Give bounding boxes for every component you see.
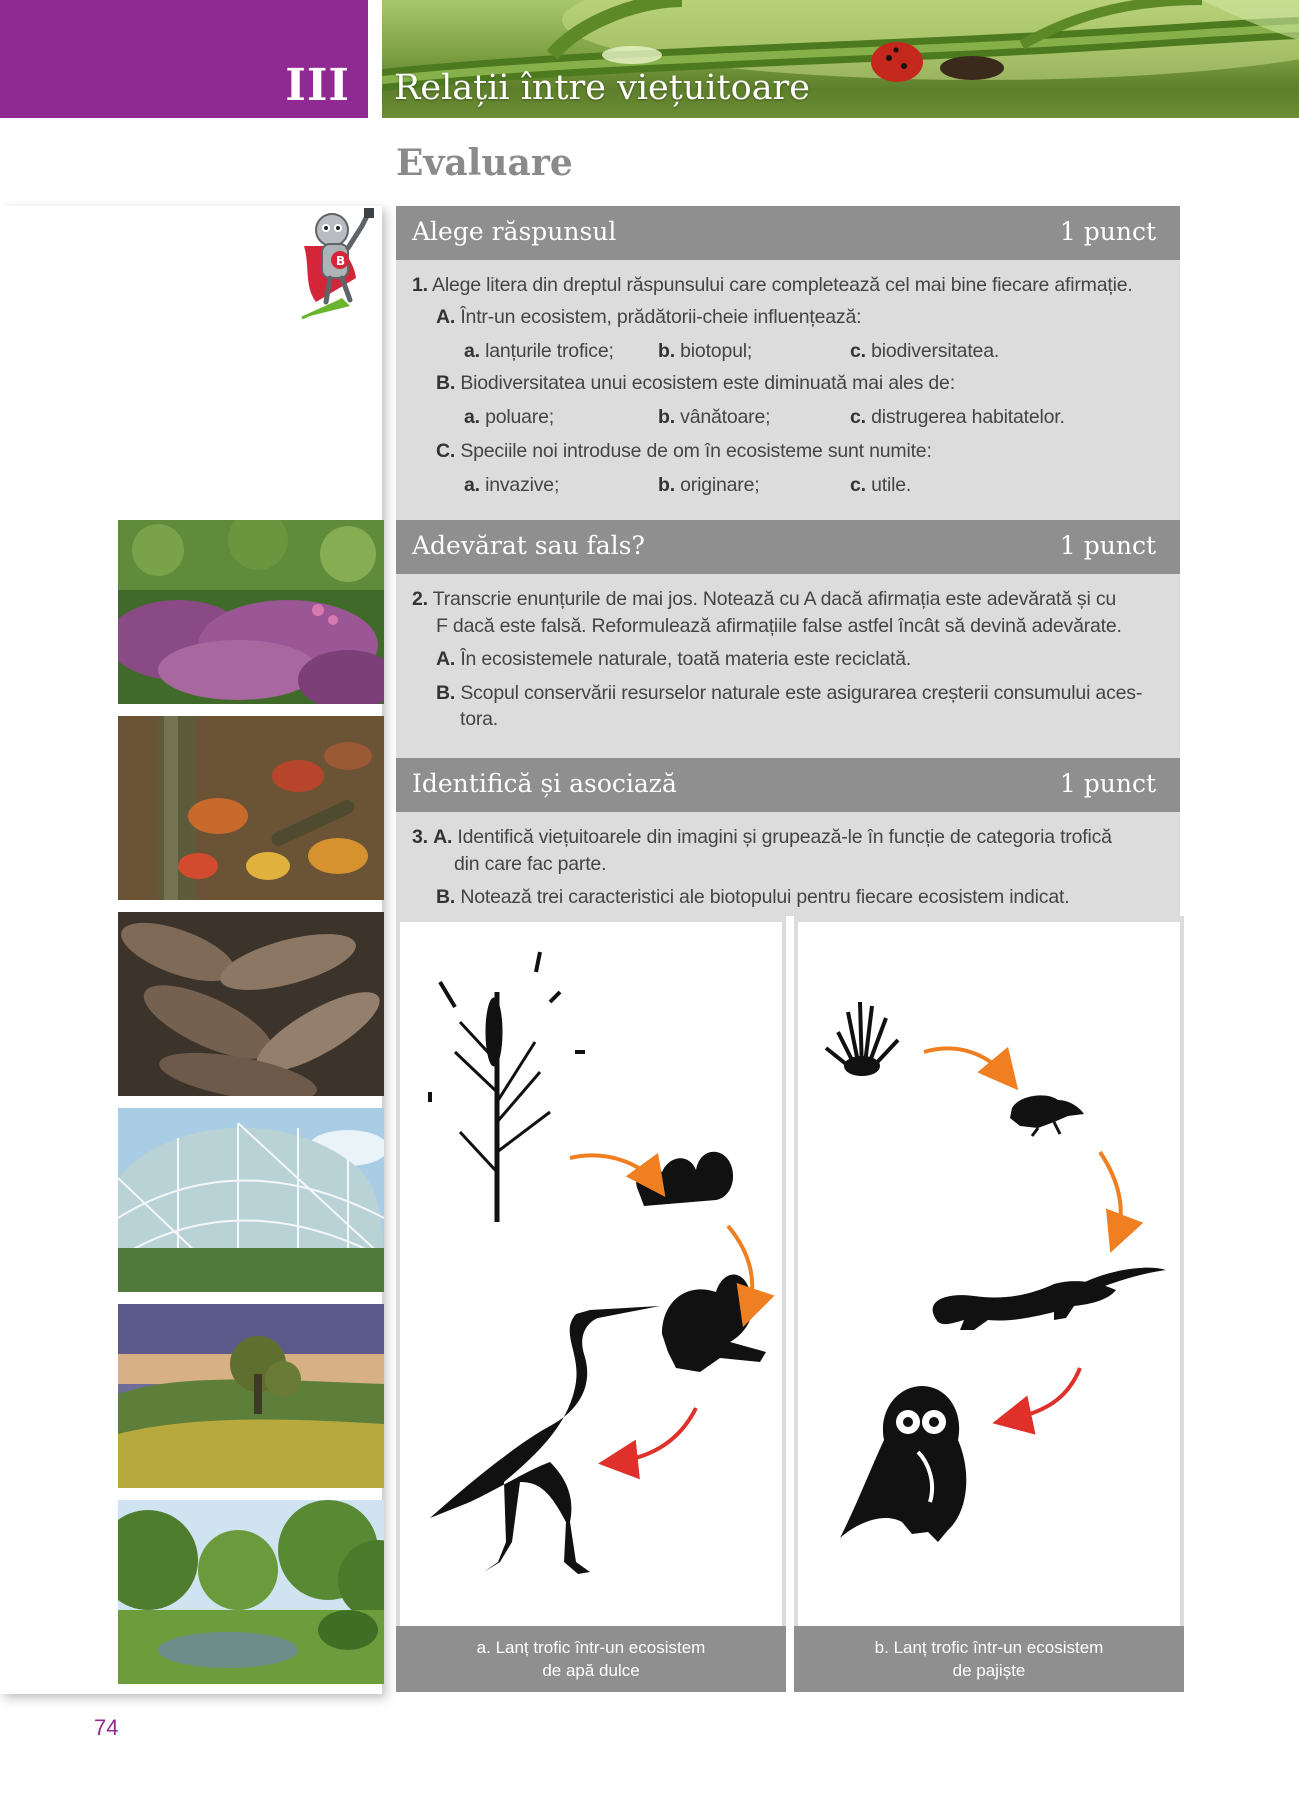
dry-leaves-photo — [118, 912, 384, 1096]
option-1c-b: b. originare; — [658, 474, 760, 496]
pond-trees-photo — [118, 1500, 384, 1684]
section-true-false-header — [396, 520, 1180, 574]
item-1c: C. Speciile noi introduse de om în ecosisteme sunt numite: — [436, 440, 932, 462]
question-3a-line2: din care fac parte. — [454, 853, 607, 875]
section-points: 1 punct — [1059, 769, 1156, 798]
item-1b: B. Biodiversitatea unui ecosistem este diminuată mai ales de: — [436, 372, 955, 394]
heron-icon — [430, 1306, 660, 1574]
section-title: Identifică și asociază — [412, 769, 677, 798]
chapter-number: III — [285, 60, 350, 111]
item-2b: B. Scopul conservării resurselor naturale este asigurarea creșterii consumului aces- — [436, 682, 1143, 704]
item-1a: A. Într-un ecosistem, prădătorii-cheie influențează: — [436, 306, 862, 328]
meadow-food-chain-panel — [798, 922, 1180, 1626]
section-choose-answer-body — [396, 260, 1180, 520]
meadow-landscape-photo — [118, 1304, 384, 1488]
glass-dome-greenhouse-photo — [118, 1108, 384, 1292]
option-1b-a: a. poluare; — [464, 406, 554, 428]
mascot-icon — [296, 206, 386, 324]
chapter-title: Relații între viețuitoare — [394, 68, 811, 108]
section-choose-answer-header — [396, 206, 1180, 260]
section-title: Adevărat sau fals? — [412, 531, 645, 560]
question-3a: 3. A. Identifică viețuitoarele din imagini și grupează-le în funcție de categoria trofică — [412, 826, 1112, 848]
option-1a-a: a. lanțurile trofice; — [464, 340, 614, 362]
section-identify-header — [396, 758, 1180, 812]
option-1b-b: b. vânătoare; — [658, 406, 771, 428]
option-1a-b: b. biotopul; — [658, 340, 753, 362]
option-1b-c: c. distrugerea habitatelor. — [850, 406, 1065, 428]
header-banner — [382, 0, 1299, 118]
forest-floor-leaves-photo — [118, 716, 384, 900]
item-2a: A. În ecosistemele naturale, toată materia este reciclată. — [436, 648, 912, 670]
item-2b-line2: tora. — [460, 708, 499, 730]
chapter-number-block — [0, 0, 368, 118]
lizard-icon — [933, 1268, 1166, 1330]
question-1: 1. Alege litera din dreptul răspunsului care completează cel mai bine fiecare afirmație. — [412, 274, 1133, 296]
meadow-chain-caption: b. Lanț trofic într-un ecosistem de pajiște — [794, 1626, 1184, 1692]
section-identify-body — [396, 812, 1180, 916]
garden-flowers-photo — [118, 520, 384, 704]
freshwater-food-chain-panel — [400, 922, 782, 1626]
section-title: Alege răspunsul — [412, 217, 617, 246]
question-3b: B. Notează trei caracteristici ale biotopului pentru fiecare ecosistem indicat. — [436, 886, 1070, 908]
question-2-line2: F dacă este falsă. Reformulează afirmațiile false astfel încât să devină adevărate. — [436, 615, 1122, 637]
svg-text:B: B — [336, 254, 346, 268]
grasshopper-icon — [1010, 1095, 1084, 1136]
option-1c-c: c. utile. — [850, 474, 912, 496]
freshwater-chain-caption: a. Lanț trofic într-un ecosistem de apă dulce — [396, 1626, 786, 1692]
page-title: Evaluare — [396, 142, 573, 184]
reed-icon — [430, 952, 585, 1222]
grass-icon — [826, 1002, 898, 1074]
option-1a-c: c. biodiversitatea. — [850, 340, 1000, 362]
page-number: 74 — [94, 1715, 119, 1740]
section-points: 1 punct — [1059, 531, 1156, 560]
section-points: 1 punct — [1059, 217, 1156, 246]
section-true-false-body — [396, 574, 1180, 758]
option-1c-a: a. invazive; — [464, 474, 560, 496]
question-2: 2. Transcrie enunțurile de mai jos. Notează cu A dacă afirmația este adevărată și cu — [412, 588, 1117, 610]
owl-icon — [840, 1386, 966, 1542]
